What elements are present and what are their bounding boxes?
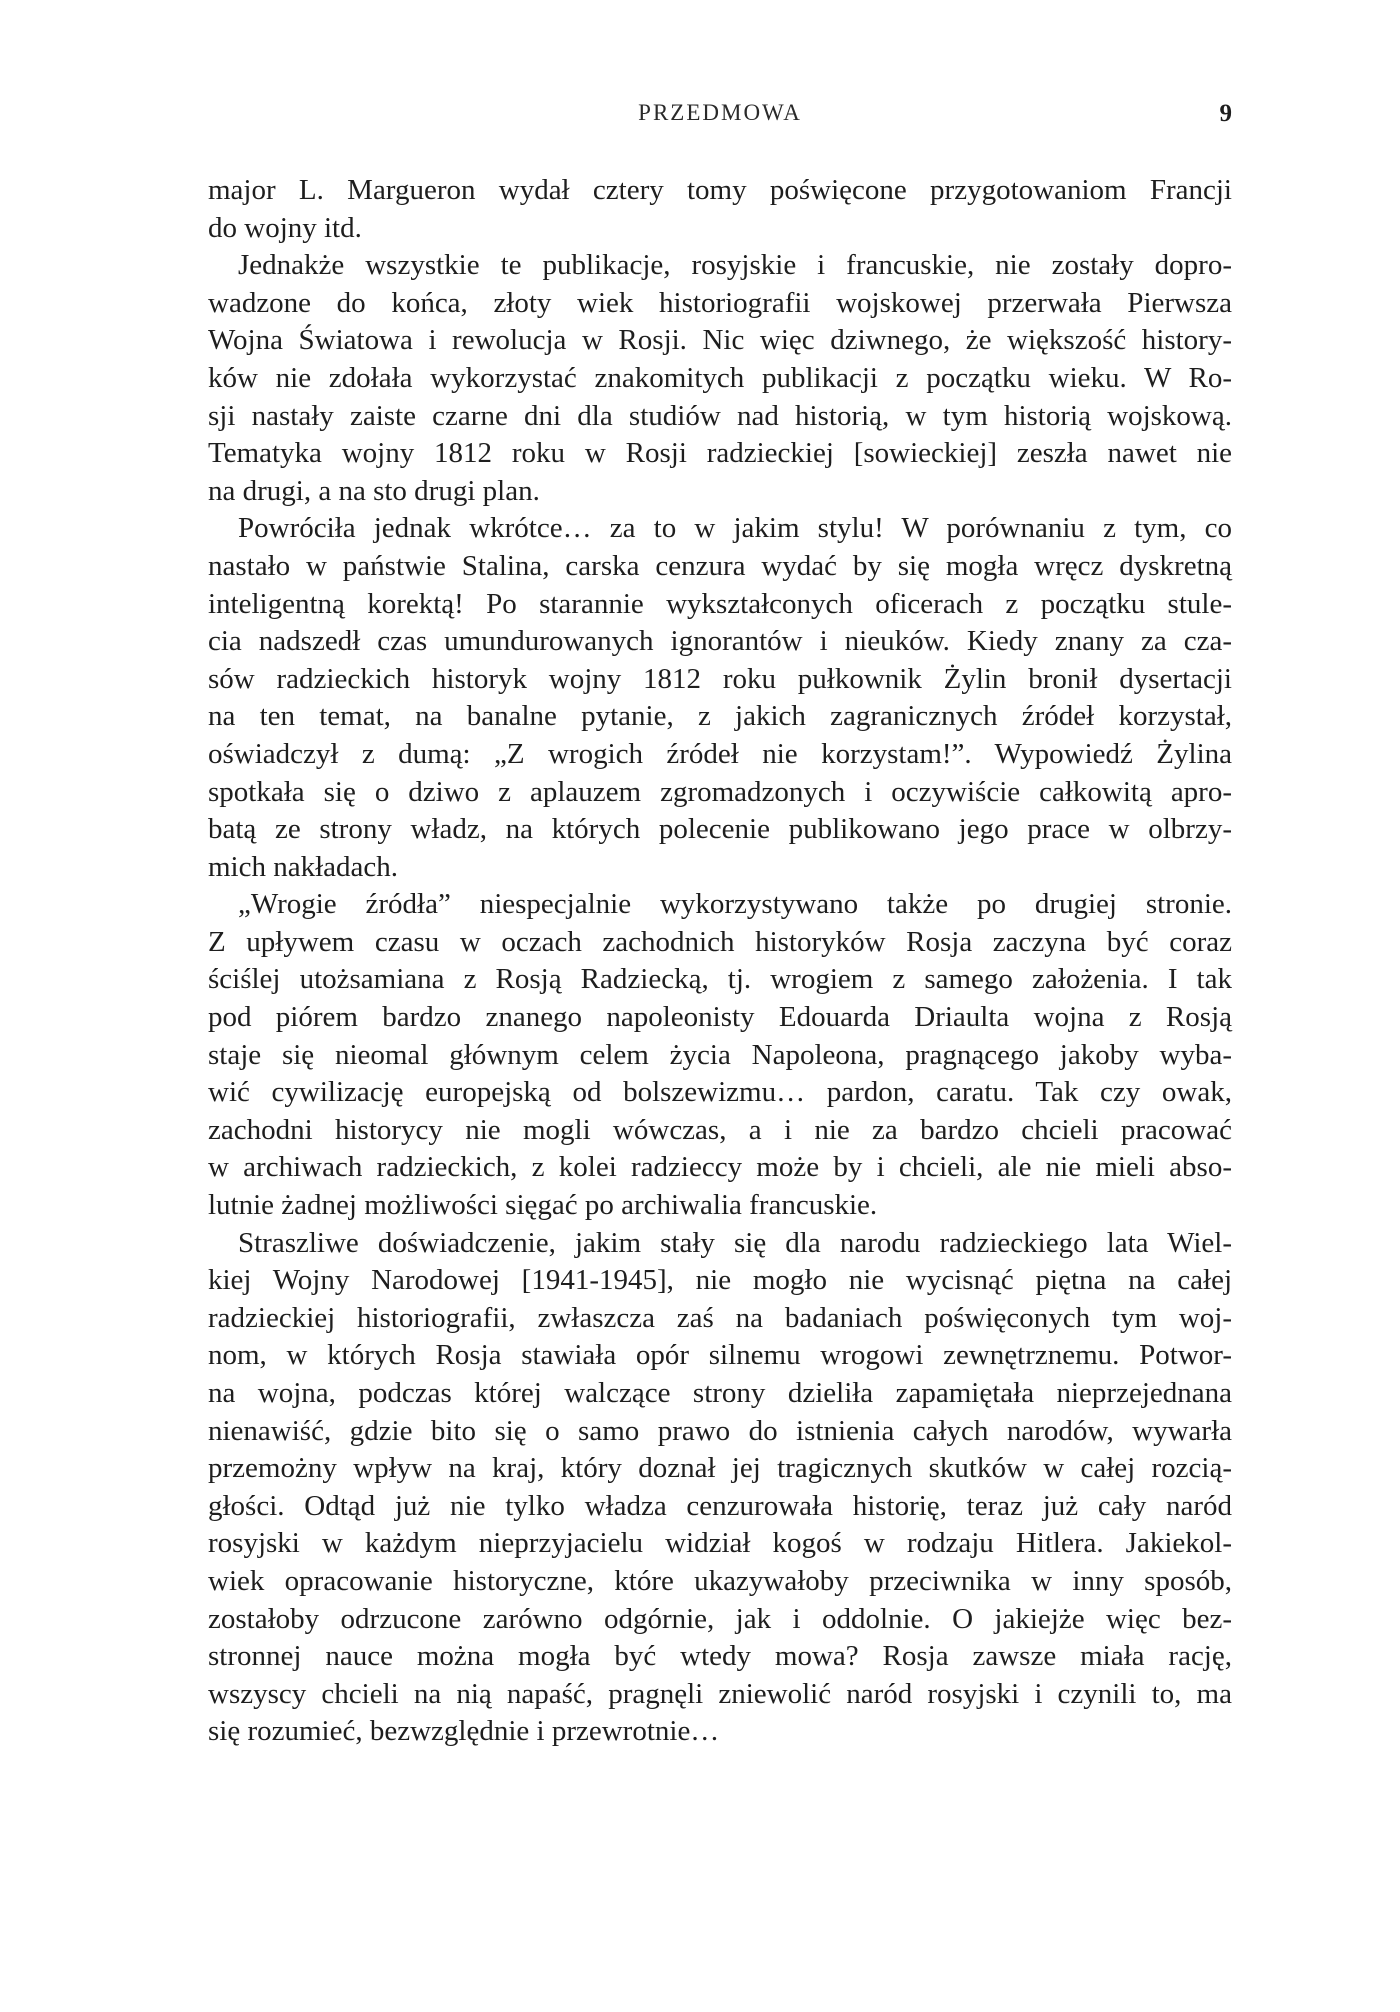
text-line: Jednakże wszystkie te publikacje, rosyjskie i francuskie, nie zostały dopro-	[238, 249, 1232, 282]
text-line: pod piórem bardzo znanego napoleonisty Edouarda Driaulta wojna z Rosją	[208, 1001, 1232, 1034]
text-line: na drugi, a na sto drugi plan.	[208, 474, 540, 507]
text-line: nastało w państwie Stalina, carska cenzura wydać by się mogła wręcz dyskretną	[208, 549, 1232, 582]
text-line: zostałoby odrzucone zarówno odgórnie, jak i oddolnie. O jakiejże więc bez-	[208, 1602, 1232, 1635]
text-line: cia nadszedł czas umundurowanych ignorantów i nieuków. Kiedy znany za cza-	[208, 625, 1232, 658]
text-line: major L. Margueron wydał cztery tomy poświęcone przygotowaniom Francji	[208, 174, 1232, 206]
text-line: wszyscy chcieli na nią napaść, pragnęli zniewolić naród rosyjski i czynili to, ma	[208, 1677, 1232, 1710]
running-header	[208, 100, 1232, 140]
text-line: zachodni historycy nie mogli wówczas, a i nie za bardzo chcieli pracować	[208, 1113, 1232, 1146]
paragraph	[208, 172, 1232, 247]
text-line: głości. Odtąd już nie tylko władza cenzurowała historię, teraz już cały naród	[208, 1489, 1232, 1522]
text-line: inteligentną korektą! Po starannie wykształconych oficerach z początku stule-	[208, 587, 1232, 620]
text-line: Wojna Światowa i rewolucja w Rosji. Nic więc dziwnego, że większość history-	[208, 324, 1232, 357]
paragraph	[208, 886, 1232, 1224]
text-line: na wojna, podczas której walczące strony dzieliła zapamiętała nieprzejednana	[208, 1377, 1232, 1409]
text-line: sji nastały zaiste czarne dni dla studiów nad historią, w tym historią wojskową.	[208, 399, 1232, 432]
text-line: nienawiść, gdzie bito się o samo prawo do istnienia całych narodów, wywarła	[208, 1414, 1232, 1447]
text-line: wiek opracowanie historyczne, które ukazywałoby przeciwnika w inny sposób,	[208, 1564, 1232, 1597]
page-number: 9	[1219, 100, 1232, 127]
text-line: mich nakładach.	[208, 850, 399, 883]
text-line: lutnie żadnej możliwości sięgać po archiwalia francuskie.	[208, 1189, 878, 1222]
paragraph	[208, 247, 1232, 510]
text-line: rosyjski w każdym nieprzyjacielu widział kogoś w rodzaju Hitlera. Jakiekol-	[208, 1527, 1232, 1560]
text-line: się rozumieć, bezwzględnie i przewrotnie…	[208, 1715, 720, 1748]
text-line: nom, w których Rosja stawiała opór silnemu wrogowi zewnętrznemu. Potwor-	[208, 1339, 1232, 1372]
text-line: na ten temat, na banalne pytanie, z jakich zagranicznych źródeł korzystał,	[208, 700, 1232, 733]
text-line: sów radzieckich historyk wojny 1812 roku pułkownik Żylin bronił dysertacji	[208, 662, 1232, 695]
text-line: Straszliwe doświadczenie, jakim stały się dla narodu radzieckiego lata Wiel-	[238, 1226, 1232, 1259]
text-line: przemożny wpływ na kraj, który doznał jej tragicznych skutków w całej rozcią-	[208, 1452, 1232, 1485]
text-line: oświadczył z dumą: „Z wrogich źródeł nie korzystam!”. Wypowiedź Żylina	[208, 737, 1232, 770]
paragraph	[208, 1225, 1232, 1751]
text-line: „Wrogie źródła” niespecjalnie wykorzystywano także po drugiej stronie.	[238, 888, 1232, 921]
text-line: stronnej nauce można mogła być wtedy mowa? Rosja zawsze miała rację,	[208, 1640, 1232, 1673]
body-text	[208, 172, 1232, 1751]
text-line: do wojny itd.	[208, 211, 362, 244]
text-line: wić cywilizację europejską od bolszewizmu… pardon, caratu. Tak czy owak,	[208, 1076, 1232, 1109]
text-line: batą ze strony władz, na których polecenie publikowano jego prace w olbrzy-	[208, 813, 1232, 846]
text-line: wadzone do końca, złoty wiek historiografii wojskowej przerwała Pierwsza	[208, 286, 1232, 319]
text-line: Z upływem czasu w oczach zachodnich historyków Rosja zaczyna być coraz	[208, 925, 1232, 958]
text-line: Powróciła jednak wkrótce… za to w jakim stylu! W porównaniu z tym, co	[238, 512, 1232, 545]
text-line: spotkała się o dziwo z aplauzem zgromadzonych i oczywiście całkowitą apro-	[208, 775, 1232, 808]
text-line: ków nie zdołała wykorzystać znakomitych publikacji z początku wieku. W Ro-	[208, 361, 1232, 394]
running-title: PRZEDMOWA	[638, 100, 802, 125]
text-line: Tematyka wojny 1812 roku w Rosji radzieckiej [sowieckiej] zeszła nawet nie	[208, 437, 1232, 470]
paragraph	[208, 510, 1232, 886]
text-line: w archiwach radzieckich, z kolei radzieccy może by i chcieli, ale nie mieli abso-	[208, 1151, 1232, 1184]
text-line: staje się nieomal głównym celem życia Napoleona, pragnącego jakoby wyba-	[208, 1038, 1232, 1071]
text-line: radzieckiej historiografii, zwłaszcza zaś na badaniach poświęconych tym woj-	[208, 1301, 1232, 1334]
text-line: kiej Wojny Narodowej [1941-1945], nie mogło nie wycisnąć piętna na całej	[208, 1264, 1232, 1297]
text-line: ściślej utożsamiana z Rosją Radziecką, tj. wrogiem z samego założenia. I tak	[208, 963, 1232, 996]
